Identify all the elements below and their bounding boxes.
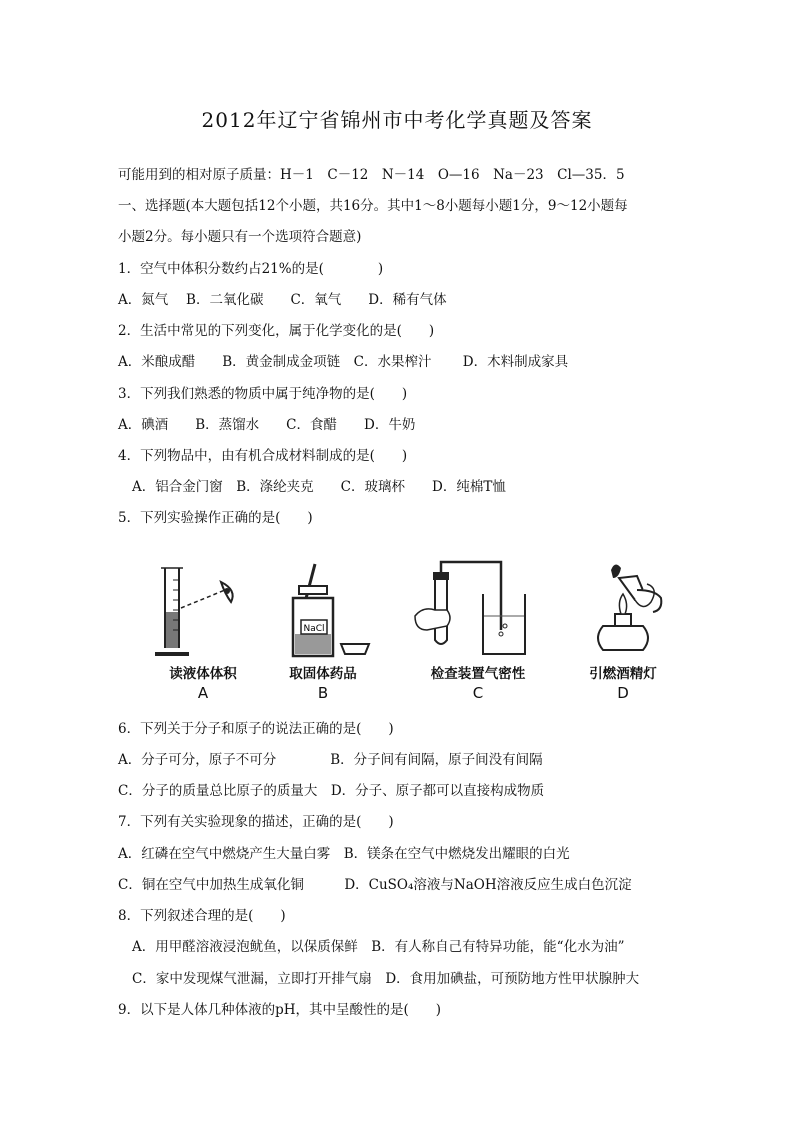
figure-item-a [138, 560, 268, 710]
question-stem: 9．以下是人体几种体液的pH，其中呈酸性的是( ) [118, 1002, 442, 1018]
figure-caption: 读液体体积 [169, 666, 237, 682]
figure-item-d [558, 560, 688, 710]
question-stem: 1．空气中体积分数约占21%的是( ) [118, 261, 384, 277]
figure-letter: B [317, 684, 329, 702]
alcohol-lamp-icon [563, 560, 683, 660]
question-stem: 6．下列关于分子和原子的说法正确的是( ) [118, 721, 394, 737]
question-stem: 2．生活中常见的下列变化，属于化学变化的是( ) [118, 323, 435, 339]
question-options: C．分子的质量总比原子的质量大 D．分子、原子都可以直接构成物质 [118, 783, 545, 799]
atomic-masses: 可能用到的相对原子质量：H－1 C－12 N－14 O—16 Na－23 Cl—35．5 [118, 167, 625, 183]
figure-item-b [258, 560, 388, 710]
question-options: C．家中发现煤气泄漏，立即打开排气扇 D．食用加碘盐，可预防地方性甲状腺肿大 [132, 971, 640, 987]
question-options: A．用甲醛溶液浸泡鱿鱼，以保质保鲜 B．有人称自己有特异功能，能“化水为油” [132, 939, 625, 955]
question-options: A．米酿成醋 B．黄金制成金项链 C．水果榨汁 D．木料制成家具 [118, 354, 569, 370]
question-stem: 8．下列叙述合理的是( ) [118, 908, 286, 924]
figure-letter: C [472, 684, 484, 702]
graduated-cylinder-icon [143, 560, 263, 660]
question-options: A．氮气 B．二氧化碳 C．氧气 D．稀有气体 [118, 292, 447, 308]
question-stem: 7．下列有关实验现象的描述，正确的是( ) [118, 814, 394, 830]
question-options: A．碘酒 B．蒸馏水 C．食醋 D．牛奶 [118, 417, 416, 433]
question-stem: 5．下列实验操作正确的是( ) [118, 510, 313, 526]
airtightness-apparatus-icon [413, 560, 553, 660]
page-title: 2012年辽宁省锦州市中考化学真题及答案 [201, 108, 593, 132]
question-options: A．红磷在空气中燃烧产生大量白雾 B．镁条在空气中燃烧发出耀眼的白光 [118, 846, 570, 862]
question-stem: 4．下列物品中，由有机合成材料制成的是( ) [118, 448, 408, 464]
figure-caption: 取固体药品 [289, 666, 357, 682]
section-heading: 一、选择题(本大题包括12个小题，共16分。其中1～8小题每小题1分，9～12小题每 [118, 198, 628, 214]
figure-letter: D [617, 684, 629, 702]
question-options: A．铝合金门窗 B．涤纶夹克 C．玻璃杯 D．纯棉T恤 [132, 479, 506, 495]
figure-item-c [413, 560, 543, 710]
figure-caption: 检查装置气密性 [430, 666, 526, 682]
experiment-figure [138, 560, 678, 710]
question-options: A．分子可分，原子不可分 B．分子间有间隔，原子间没有间隔 [118, 752, 543, 768]
figure-letter: A [197, 684, 209, 702]
bottle-label: NaCl [303, 624, 325, 634]
question-stem: 3．下列我们熟悉的物质中属于纯净物的是( ) [118, 386, 408, 402]
question-options: C．铜在空气中加热生成氧化铜 D．CuSO₄溶液与NaOH溶液反应生成白色沉淀 [118, 877, 632, 893]
section-heading-cont: 小题2分。每小题只有一个选项符合题意) [118, 229, 362, 245]
figure-caption: 引燃酒精灯 [589, 666, 657, 682]
reagent-bottle-icon [263, 560, 383, 660]
